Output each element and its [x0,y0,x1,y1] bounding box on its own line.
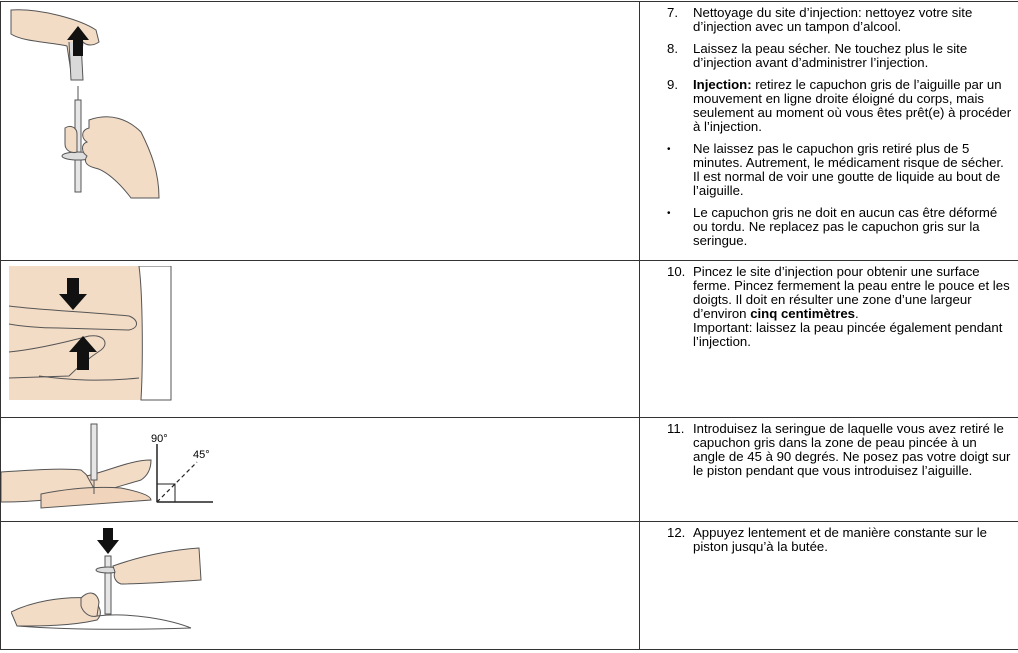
step-row-11 [1,418,1018,522]
step-10-tail: . [855,306,859,321]
down-arrow-icon [97,528,119,554]
cap-removal-illustration [1,2,171,207]
step-9-text: retirez le capuchon gris de l’aiguille par un mouvement en ligne droite éloigné du corps, mais seulement au moment où vous êtes prêt(e) à procéder à l’injection. [693,77,1012,134]
plunger-illustration [11,526,211,636]
bullet-icon: • [667,144,671,155]
illustration-cell [1,418,640,522]
step-10: 10. Pincez le site d’injection pour obtenir une surface ferme. Pincez fermement la peau entre le pouce et les doigts. Il doit en résulter une zone d’une largeur d’environ cinq centimètres. Important: laissez la peau pincée également pendant l’injection. [667,264,1010,349]
step-11: 11. Introduisez la seringue de laquelle vous avez retiré le capuchon gris dans la zone de peau pincée à un angle de 45 à 90 degrés. Ne posez pas votre doigt sur le piston pendant que vous introduisez l’aiguille. [667,421,1011,478]
illustration-cell [1,522,640,650]
illustration-cell [1,2,640,261]
step-12: 12. Appuyez lentement et de manière constante sur le piston jusqu’à la butée. [667,525,987,554]
step-10-important: Important: laissez la peau pincée également pendant l’injection. [693,320,1003,349]
step-10-keyword: cinq centimètres [750,306,855,321]
angle-90-label: 90° [151,433,168,445]
text-cell [640,2,1018,261]
text-cell [640,418,1018,522]
angle-45-label: 45° [193,449,210,461]
step-10-text: Pincez le site d’injection pour obtenir une surface ferme. Pincez fermement la peau entre le pouce et les doigts. Il doit en résulter une zone d’une largeur d’environ [693,264,1010,321]
instruction-table [0,1,1018,650]
bullet-cap-time: • Ne laissez pas le capuchon gris retiré plus de 5 minutes. Autrement, le médicament risque de sécher. Il est normal de voir une goutte de liquide au bout de l’aiguille. [667,141,1004,198]
text-cell [640,261,1018,418]
pinch-illustration [9,266,179,406]
step-row-7-9 [1,2,1018,261]
illustration-cell [1,261,640,418]
text-cell [640,522,1018,650]
step-8: 8. Laissez la peau sécher. Ne touchez plus le site d’injection avant d’administrer l’injection. [667,41,968,70]
bullet-cap-shape: • Le capuchon gris ne doit en aucun cas être déformé ou tordu. Ne replacez pas le capuchon gris sur la seringue. [667,205,998,248]
step-7: 7. Nettoyage du site d’injection: nettoyez votre site d’injection avec un tampon d’alcool. [667,5,973,34]
angle-illustration [1,420,221,515]
bullet-icon: • [667,208,671,219]
step-9: 9. Injection: retirez le capuchon gris de l’aiguille par un mouvement en ligne droite éloigné du corps, mais seulement au moment où vous êtes prêt(e) à procéder à l’injection. [667,77,1012,134]
step-row-10 [1,261,1018,418]
step-9-keyword: Injection: [693,77,752,92]
step-row-12 [1,522,1018,650]
